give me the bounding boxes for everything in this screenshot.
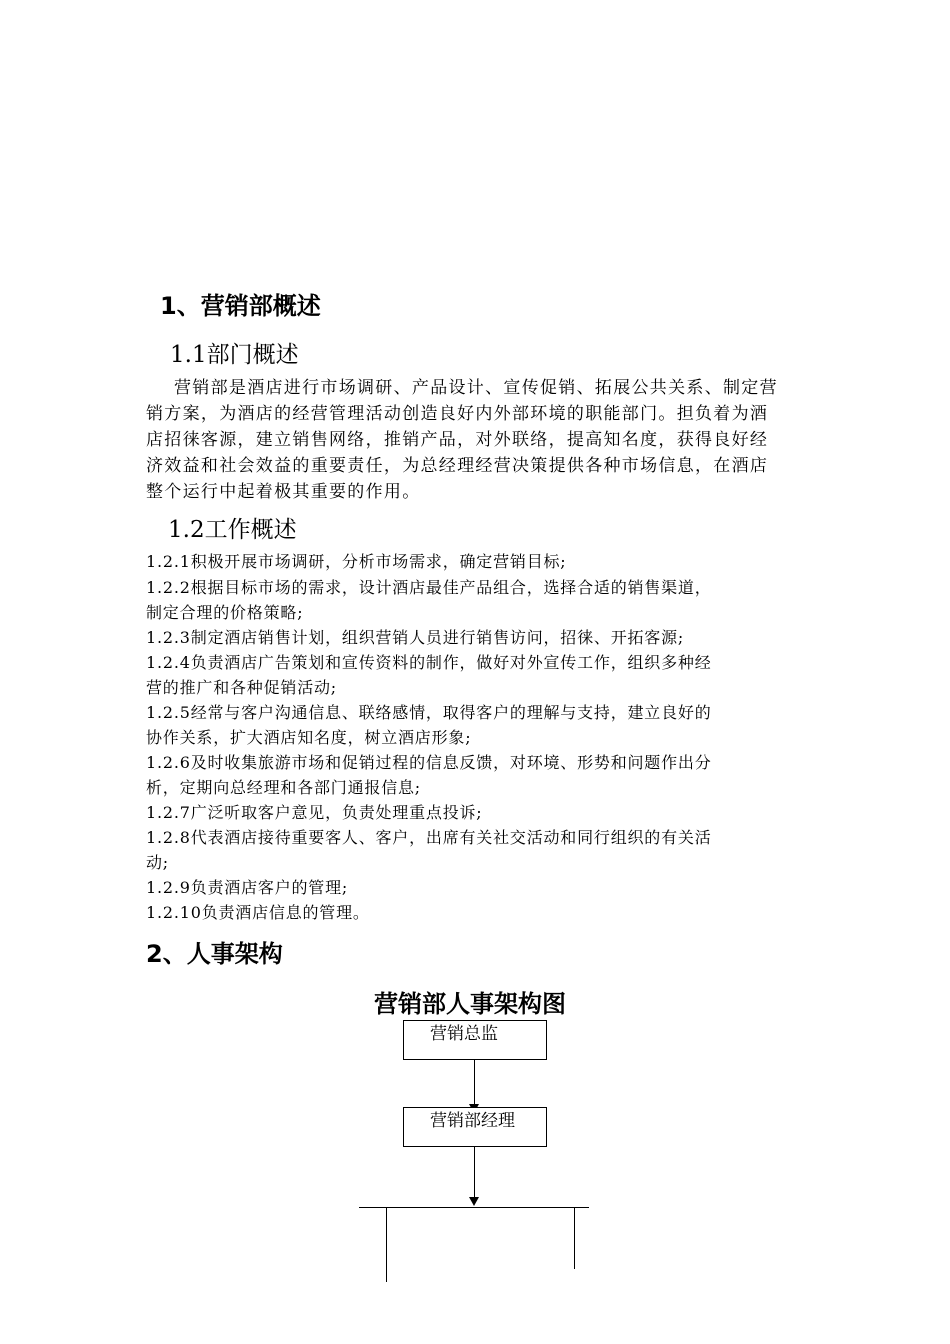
list-item: 1.2.9负责酒店客户的管理;: [146, 878, 349, 897]
subsection-title-1-1: 1.1部门概述: [170, 342, 299, 368]
paragraph-line: 整个运行中起着极其重要的作用。: [146, 482, 421, 502]
section-title-1: 1、营销部概述: [160, 292, 321, 320]
paragraph-line: 销方案，为酒店的经营管理活动创造良好内外部环境的职能部门。担负着为酒: [146, 404, 769, 424]
list-item: 1.2.1积极开展市场调研，分析市场需求，确定营销目标;: [146, 552, 567, 571]
list-item: 协作关系，扩大酒店知名度，树立酒店形象;: [146, 728, 472, 747]
branch-line-right: [574, 1207, 575, 1269]
list-item: 1.2.10负责酒店信息的管理。: [146, 903, 370, 922]
list-item: 析，定期向总经理和各部门通报信息;: [146, 778, 421, 797]
connector-line: [474, 1060, 475, 1105]
list-item: 营的推广和各种促销活动;: [146, 678, 337, 697]
list-item: 1.2.3制定酒店销售计划，组织营销人员进行销售访问，招徕、开拓客源;: [146, 628, 685, 647]
paragraph-line: 济效益和社会效益的重要责任，为总经理经营决策提供各种市场信息，在酒店: [146, 456, 769, 476]
list-item: 1.2.7广泛听取客户意见，负责处理重点投诉;: [146, 803, 483, 822]
list-item: 1.2.2根据目标市场的需求，设计酒店最佳产品组合，选择合适的销售渠道，: [146, 578, 712, 597]
org-box-marketing-director: [403, 1020, 547, 1060]
org-box-marketing-manager: [403, 1107, 547, 1147]
list-item: 制定合理的价格策略;: [146, 603, 304, 622]
subsection-title-1-2: 1.2工作概述: [168, 517, 297, 543]
branch-line: [359, 1207, 589, 1208]
org-box-label: 营销总监: [430, 1024, 498, 1044]
paragraph-line: 店招徕客源，建立销售网络，推销产品，对外联络，提高知名度，获得良好经: [146, 430, 769, 450]
branch-line-left: [386, 1207, 387, 1282]
section-title-2: 2、人事架构: [146, 940, 283, 968]
list-item: 1.2.6及时收集旅游市场和促销过程的信息反馈，对环境、形势和问题作出分: [146, 753, 712, 772]
list-item: 1.2.4负责酒店广告策划和宣传资料的制作，做好对外宣传工作，组织多种经: [146, 653, 712, 672]
list-item: 1.2.5经常与客户沟通信息、联络感情，取得客户的理解与支持，建立良好的: [146, 703, 712, 722]
connector-line: [474, 1147, 475, 1197]
paragraph-line: 营销部是酒店进行市场调研、产品设计、宣传促销、拓展公共关系、制定营: [174, 378, 778, 398]
list-item: 动;: [146, 853, 169, 872]
org-box-label: 营销部经理: [430, 1111, 515, 1131]
list-item: 1.2.8代表酒店接待重要客人、客户，出席有关社交活动和同行组织的有关活: [146, 828, 712, 847]
org-chart-title: 营销部人事架构图: [374, 990, 566, 1018]
arrow-down-icon: [469, 1197, 479, 1206]
